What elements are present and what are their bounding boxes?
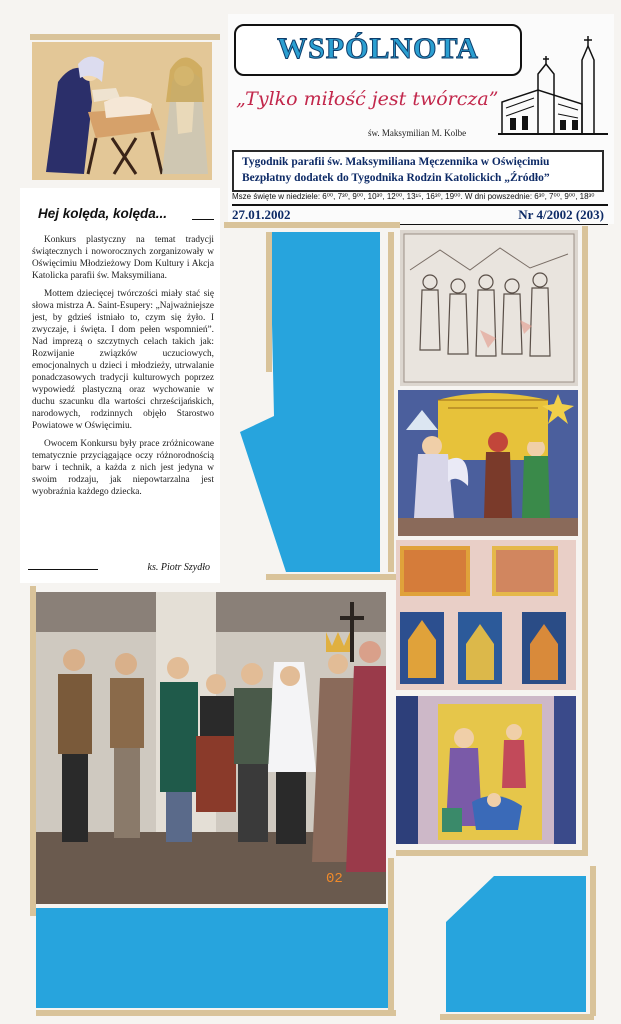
tape-strip	[440, 1014, 594, 1020]
tape-strip	[388, 858, 394, 1012]
subtitle-box	[232, 150, 604, 192]
subtitle-line-1: Tygodnik parafii św. Maksymiliana Męczennika w Oświęcimiu	[242, 156, 550, 168]
tape-strip	[30, 586, 36, 916]
newsletter-logo: WSPÓLNOTA	[277, 32, 479, 65]
article-paragraph: Konkurs plastyczny na temat tradycji świątecznych i noworocznych zorganizowały w Oświęcimiu Młodzieżowy Dom Kultury i Akcja Katolicka parafii św. Maksymiliana.	[32, 235, 214, 281]
nativity-drawing	[32, 42, 212, 180]
mass-times: Msze święte w niedziele: 6⁰⁰, 7³⁰, 9⁰⁰, 10³⁰, 12⁰⁰, 13¹⁵, 16³⁰, 19⁰⁰. W dni powszednie: 6³⁰, 7⁰⁰, 9⁰⁰, 18³⁰	[232, 192, 595, 201]
nativity-play-group-photo	[36, 592, 386, 904]
tape-strip	[36, 1010, 396, 1016]
children-drawing-photo	[400, 230, 578, 386]
author-rule	[28, 569, 98, 570]
newsletter-masthead	[228, 14, 614, 224]
church-icon	[498, 34, 608, 144]
blue-patch-bottom-right	[440, 866, 590, 1016]
blue-patch-bottom-left	[36, 908, 390, 1008]
tape-strip	[266, 574, 396, 580]
blue-patch-center	[226, 228, 396, 582]
article-column	[20, 188, 220, 583]
tape-strip	[30, 34, 220, 40]
issue-number: Nr 4/2002 (203)	[518, 207, 604, 222]
article-paragraph: Mottem dziecięcej twórczości miały stać się słowa mistrza A. Saint-Esupery: „Najważniejsze jest, by gdzieś istniało to, czym się żyło. I zwyczaje, i święta. I dom pełen wspomnień”. Nad imprezą o szczytnych celach takich jak: Rozwijanie związków uczuciowych, emocjonalnych u dzieci i młodzieży, utrwalanie ponadczasowych tradycji kulturowych poprzez wypowiedź plastyczną oraz wychowanie w duchu szacunku dla wartości chrześcijańskich, narodowych, rodzinnych objęło Starostwo Powiatowe w Oświęcimiu.	[32, 289, 214, 431]
nativity-painting-photo	[396, 696, 576, 844]
article-paragraph: Owocem Konkursu były prace zróżnicowane tematycznie przyciągające oczy różnorodnością barw i technik, a każda z nich jest jedyna w swoim rodzaju, jak niepowtarzalna jest wyobraźnia każdego dziecka.	[32, 439, 214, 497]
photo-timestamp: 02	[326, 871, 343, 887]
slogan-author: św. Maksymilian M. Kolbe	[368, 128, 467, 138]
tape-strip	[266, 232, 272, 372]
logo-box	[234, 24, 522, 76]
article-author: ks. Piotr Szydło	[147, 562, 210, 573]
tape-strip	[396, 850, 586, 856]
issue-date: 27.01.2002	[232, 207, 291, 222]
tape-strip	[590, 866, 596, 1016]
slogan: „Tylko miłość jest twórcza”	[236, 88, 499, 110]
tape-strip	[388, 232, 394, 572]
subtitle-line-2: Bezpłatny dodatek do Tygodnika Rodzin Katolickich „Źródło”	[242, 172, 550, 184]
article-title: Hej kolęda, kolęda...	[38, 206, 168, 221]
article-body	[32, 234, 214, 504]
gallery-wall-photo	[396, 540, 576, 690]
christmas-painting-photo	[398, 390, 578, 536]
tape-strip	[582, 226, 588, 856]
tape-strip	[224, 222, 400, 228]
title-rule	[192, 219, 214, 220]
